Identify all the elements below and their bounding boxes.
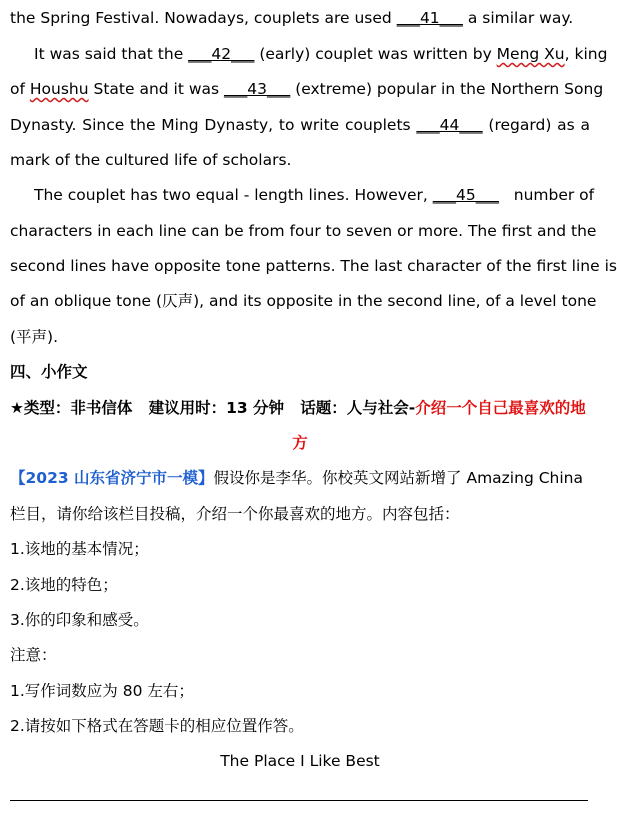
name-meng-xu: Meng Xu: [496, 45, 565, 63]
text: number of: [498, 186, 595, 204]
source-tag: 【2023 山东省济宁市一模】: [10, 469, 214, 487]
text: Dynasty. Since the Ming Dynasty, to write couplets: [10, 116, 417, 134]
note-label: 注意：: [10, 646, 57, 664]
para3-line3: second lines have opposite tone patterns. The last character of the first line is: [10, 257, 617, 275]
para3-line5: (平声).: [10, 328, 59, 346]
task-item2: 2.该地的特色；: [10, 576, 118, 594]
text: State and it was: [88, 80, 225, 98]
meta-topic-title: 介绍一个自己最喜欢的地: [415, 399, 586, 417]
text: , king: [564, 45, 608, 63]
para2-line4: mark of the cultured life of scholars.: [10, 151, 292, 169]
para1-line1: [10, 8, 590, 28]
section-heading: 四、小作文: [10, 363, 88, 381]
para3-line2: characters in each line can be from four to seven or more. The first and the: [10, 222, 597, 240]
blank-41: ___41___: [396, 9, 463, 27]
para2-line3: [10, 115, 590, 135]
text: (extreme) popular in the Northern Song: [290, 80, 604, 98]
text: of: [10, 80, 30, 98]
text: (early) couplet was written by: [254, 45, 497, 63]
task-item3: 3.你的印象和感受。: [10, 611, 149, 629]
text: It was said that the: [34, 45, 189, 63]
para3-line4: of an oblique tone (仄声), and its opposite in the second line, of a level tone: [10, 292, 597, 310]
text: 假设你是李华。你校英文网站新增了 Amazing China: [213, 469, 583, 487]
para2-line1: [10, 44, 608, 64]
note-item1: 1.写作词数应为 80 左右；: [10, 682, 194, 700]
blank-45: ___45___: [432, 186, 499, 204]
blank-44: ___44___: [416, 116, 483, 134]
text: a similar way.: [462, 9, 574, 27]
para3-line1: [10, 185, 595, 205]
section-meta: [10, 398, 590, 418]
essay-title: The Place I Like Best: [220, 752, 380, 770]
answer-line: [10, 800, 588, 801]
name-houshu: Houshu: [29, 80, 89, 98]
blank-42: ___42___: [188, 45, 255, 63]
meta-type-time-topic: ★类型：非书信体 建议用时：13 分钟 话题：人与社会-: [10, 399, 416, 417]
text: the Spring Festival. Nowadays, couplets are used: [10, 9, 397, 27]
note-item2: 2.请按如下格式在答题卡的相应位置作答。: [10, 717, 304, 735]
text: (regard) as a: [482, 116, 590, 134]
meta-topic-title-cont: 方: [292, 434, 308, 452]
para2-line2: [10, 79, 604, 99]
blank-43: ___43___: [224, 80, 291, 98]
task-line2: 栏目，请你给该栏目投稿，介绍一个你最喜欢的地方。内容包括：: [10, 505, 460, 523]
task-item1: 1.该地的基本情况；: [10, 540, 149, 558]
text: The couplet has two equal - length lines. However,: [34, 186, 433, 204]
task-line1: [10, 468, 590, 488]
